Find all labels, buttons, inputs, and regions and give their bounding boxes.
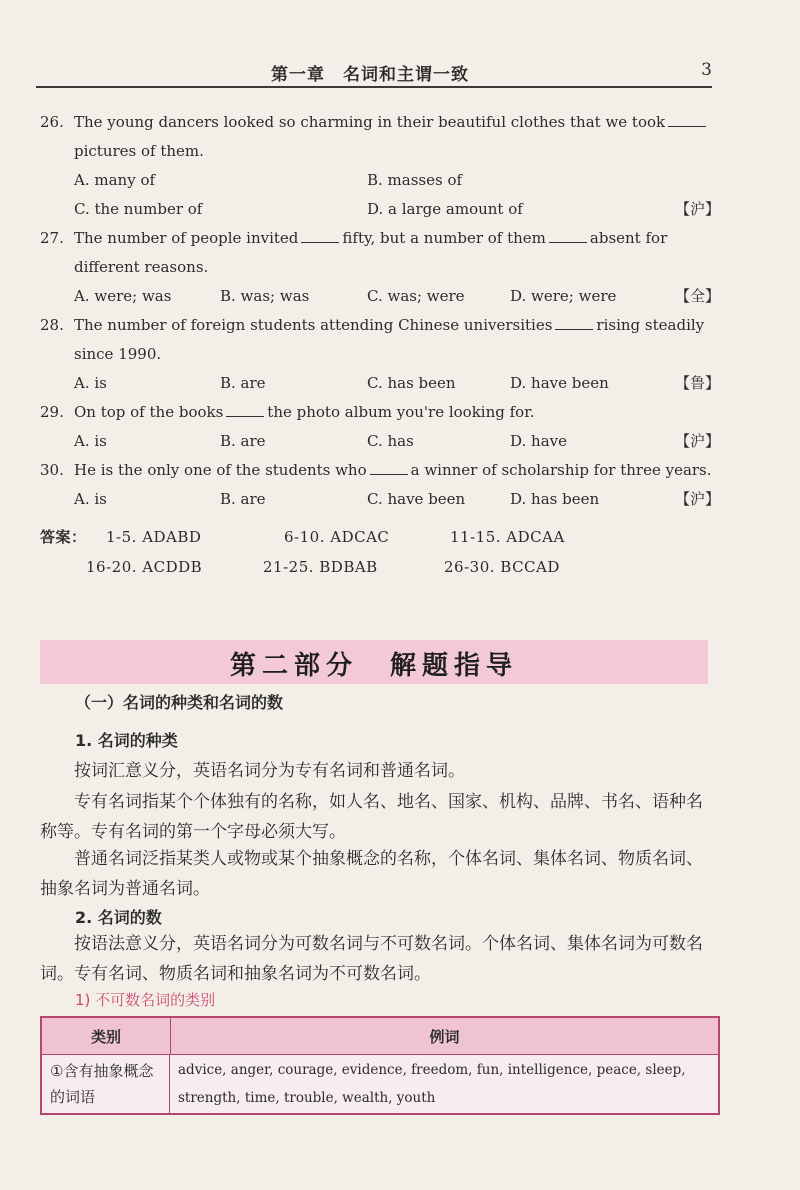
options-row [40,282,720,311]
header-examples: 例词 [429,1027,460,1046]
question-text: the photo album you're looking for. [267,403,535,421]
question-27 [40,224,720,311]
answer-blank [301,241,339,243]
option-c: C. has been [367,374,456,392]
table-header [42,1018,718,1055]
answer-group: 1-5. ADABD [106,528,202,546]
answer-group: 26-30. BCCAD [444,558,560,576]
page-header [36,54,712,88]
answer-group: 21-25. BDBAB [263,558,378,576]
question-number: 29. [40,403,64,421]
option-a: A. is [74,374,107,392]
answer-group: 6-10. ADCAC [284,528,390,546]
option-b: B. are [220,490,266,508]
option-a: A. were; was [74,287,172,305]
question-text: different reasons. [74,258,209,276]
answer-group: 11-15. ADCAA [450,528,565,546]
question-26 [40,108,720,224]
question-text: fifty, but a number of them [342,229,546,247]
question-text: since 1990. [74,345,162,363]
source-tag: 【鲁】 [674,374,720,392]
source-tag: 【沪】 [674,432,720,450]
option-b: B. are [220,374,266,392]
answer-blank [555,328,593,330]
option-d: D. has been [510,490,600,508]
question-text: pictures of them. [74,142,204,160]
source-tag: 【沪】 [674,200,720,218]
answer-blank [668,125,706,127]
question-number: 30. [40,461,64,479]
option-a: A. is [74,432,107,450]
paragraph: 普通名词泛指某类人或物或某个抽象概念的名称，个体名词、集体名词、物质名词、抽象名词为普通名词。 [40,849,703,899]
header-rule [36,86,712,88]
option-b: B. are [220,432,266,450]
source-tag: 【全】 [674,287,720,305]
answer-blank [549,241,587,243]
subsection-heading: 2. 名词的数 [75,908,162,927]
option-d: D. have [510,432,567,450]
row-category: ①含有抽象概念的词语 [42,1055,170,1113]
option-c: C. was; were [367,287,465,305]
answer-blank [226,415,264,417]
subsection-heading: 1. 名词的种类 [75,731,178,750]
answer-label: 答案： [40,528,87,546]
part-two-title: 第二部分 解题指导 [229,651,518,681]
option-c: C. the number of [74,200,203,218]
paragraph: 按语法意义分，英语名词分为可数名词与不可数名词。个体名词、集体名词为可数名词。专有名词、物质名词和抽象名词为不可数名词。 [40,934,703,984]
noun-category-table [40,1016,720,1115]
question-text: He is the only one of the students who [74,461,367,479]
question-text: rising steadily [596,316,705,334]
row-examples: advice, anger, courage, evidence, freedom, fun, intelligence, peace, sleep, strength, time, trouble, wealth, youth [178,1062,686,1106]
header-category: 类别 [42,1018,171,1054]
question-text: absent for [589,229,668,247]
question-text: The young dancers looked so charming in their beautiful clothes that we took [74,113,666,131]
option-d: D. have been [510,374,609,392]
paragraph: 专有名词指某个个体独有的名称，如人名、地名、国家、机构、品牌、书名、语种名称等。专有名词的第一个字母必须大写。 [40,792,703,842]
table-row [42,1055,718,1113]
option-a: A. many of [74,171,156,189]
question-text: a winner of scholarship for three years. [410,461,712,479]
option-b: B. masses of [367,171,463,189]
chapter-title: 第一章 名词和主谓一致 [271,65,469,85]
options-row [40,166,720,195]
question-number: 26. [40,113,64,131]
paragraph: 按词汇意义分，英语名词分为专有名词和普通名词。 [74,761,465,781]
options-row [40,369,720,398]
option-a: A. is [74,490,107,508]
question-text: The number of people invited [74,229,299,247]
option-d: D. were; were [510,287,617,305]
question-text: The number of foreign students attending Chinese universities [74,316,553,334]
option-c: C. have been [367,490,466,508]
options-row [40,427,720,456]
answer-key [40,522,720,582]
question-28 [40,311,720,398]
option-b: B. was; was [220,287,310,305]
answer-group: 16-20. ACDDB [86,558,203,576]
table-caption: 1) 不可数名词的类别 [75,991,216,1009]
question-number: 28. [40,316,64,334]
part-two-banner [40,640,708,684]
question-text: On top of the books [74,403,224,421]
option-d: D. a large amount of [367,200,523,218]
options-row [40,195,720,224]
page-number: 3 [701,60,712,80]
question-list [40,108,720,514]
question-number: 27. [40,229,64,247]
option-c: C. has [367,432,414,450]
answer-blank [370,473,408,475]
question-29 [40,398,720,456]
options-row [40,485,720,514]
section-heading: （一）名词的种类和名词的数 [75,693,284,712]
source-tag: 【沪】 [674,490,720,508]
question-30 [40,456,720,514]
